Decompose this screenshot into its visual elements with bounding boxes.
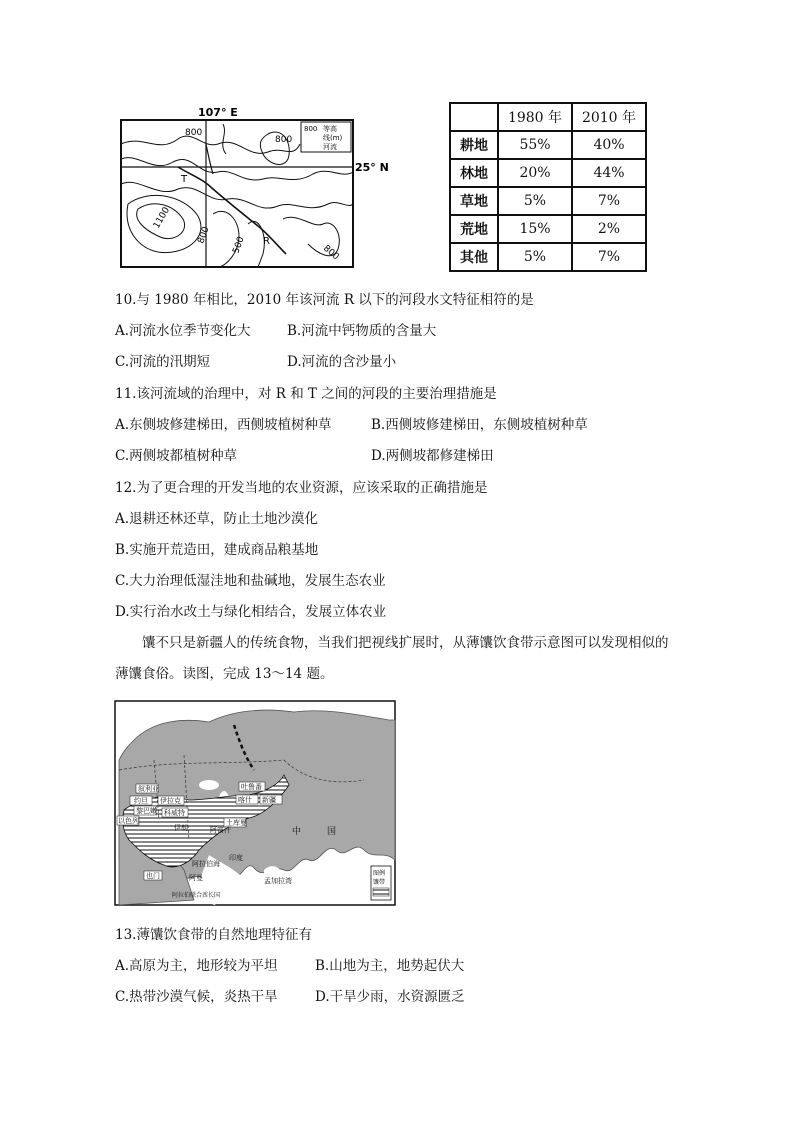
label-china-2: 国 [327, 827, 337, 837]
table-row [450, 159, 646, 187]
cell-1980: 5% [498, 243, 572, 271]
label-lebanon: 黎巴嫩 [136, 807, 157, 815]
row-label: 其他 [450, 243, 498, 271]
label-kuwait: 科威特 [164, 809, 185, 817]
contour-map [118, 104, 389, 280]
question-12-stem: 12.为了更合理的开发当地的农业资源，应该采取的正确措施是 [115, 480, 488, 496]
contour-label-800-c: 800 [196, 225, 212, 246]
question-13-option-b: B.山地为主，地势起伏大 [315, 958, 465, 974]
row-label: 草地 [450, 187, 498, 215]
contour-label-800-b: 800 [275, 135, 293, 145]
label-china-1: 中 [292, 827, 302, 837]
cell-2010: 44% [572, 159, 646, 187]
question-12-option-b: B.实施开荒造田，建成商品粮基地 [115, 542, 319, 558]
label-israel: 以色列 [118, 817, 139, 825]
label-afghanistan: 阿富汗 [210, 826, 231, 834]
cell-2010: 7% [572, 243, 646, 271]
legend-800: 800 [304, 125, 318, 133]
label-arabian-sea: 阿拉伯海 [192, 860, 220, 868]
table-row [450, 131, 646, 159]
latitude-label: 25° N [355, 161, 389, 174]
question-12-option-a: A.退耕还林还草，防止土地沙漠化 [115, 511, 319, 527]
table-row [450, 187, 646, 215]
question-10-option-a: A.河流水位季节变化大 [115, 323, 251, 339]
label-jordan: 约旦 [134, 797, 148, 805]
cell-1980: 55% [498, 131, 572, 159]
table-header-cell [450, 103, 498, 131]
label-uae: 阿拉伯联合酋长国 [172, 892, 221, 899]
table-header-cell: 1980 年 [498, 103, 572, 131]
row-label: 荒地 [450, 215, 498, 243]
cell-1980: 20% [498, 159, 572, 187]
land-use-table [449, 102, 647, 272]
row-label: 耕地 [450, 131, 498, 159]
naan-belt-map [114, 700, 396, 906]
question-11-option-b: B.西侧坡修建梯田，东侧坡植树种草 [371, 417, 588, 433]
cell-1980: 5% [498, 187, 572, 215]
label-bay-of-bengal: 孟加拉湾 [264, 877, 292, 885]
map-legend-item: 馕带 [373, 879, 386, 886]
question-12-option-d: D.实行治水改土与绿化相结合，发展立体农业 [115, 604, 387, 620]
label-india: 印度 [229, 854, 243, 862]
legend-contour-1: 等高 [323, 125, 337, 133]
label-iran: 伊朗 [174, 824, 188, 832]
map-legend-title: 图例 [373, 870, 386, 877]
question-10-stem: 10.与 1980 年相比，2010 年该河流 R 以下的河段水文特征相符的是 [115, 292, 534, 308]
label-iraq: 伊拉克 [160, 797, 181, 805]
question-12-option-c: C.大力治理低湿洼地和盐碱地，发展生态农业 [115, 573, 386, 589]
table-header-cell: 2010 年 [572, 103, 646, 131]
question-11-stem: 11.该河流域的治理中，对 R 和 T 之间的河段的主要治理措施是 [115, 386, 497, 402]
cell-1980: 15% [498, 215, 572, 243]
table-row [450, 215, 646, 243]
legend-river: 河流 [323, 143, 337, 151]
question-13-option-d: D.干旱少雨，水资源匮乏 [315, 989, 465, 1005]
label-oman: 阿曼 [189, 874, 203, 882]
contour-label-500: 500 [231, 235, 247, 256]
cell-2010: 40% [572, 131, 646, 159]
label-kashgar: 喀什 [238, 796, 252, 804]
question-11-option-d: D.两侧坡都修建梯田 [371, 448, 494, 464]
river-point-r: R [263, 236, 270, 247]
longitude-label: 107° E [198, 106, 238, 119]
label-turpan: 吐鲁番 [241, 783, 262, 791]
contour-label-800-a: 800 [185, 128, 203, 138]
table-row [450, 243, 646, 271]
label-xinjiang: 新疆 [262, 796, 276, 804]
question-13-stem: 13.薄馕饮食带的自然地理特征有 [115, 927, 312, 943]
river-point-t: T [181, 174, 188, 185]
question-13-option-c: C.热带沙漠气候，炎热干旱 [115, 989, 278, 1005]
legend-contour-2: 线(m) [323, 134, 343, 142]
question-10-option-d: D.河流的含沙量小 [287, 354, 397, 370]
row-label: 林地 [450, 159, 498, 187]
question-11-option-c: C.两侧坡都植树种草 [115, 448, 238, 464]
contour-label-800-d: 800 [321, 243, 341, 263]
cell-2010: 2% [572, 215, 646, 243]
question-11-option-a: A.东侧坡修建梯田，西侧坡植树种草 [115, 417, 332, 433]
intro-paragraph: 馕不只是新疆人的传统食物，当我们把视线扩展时，从薄馕饮食带示意图可以发现相似的薄馕食俗。读图，完成 13～14 题。 [115, 635, 669, 682]
contour-label-1100: 1100 [151, 205, 173, 231]
question-10-option-b: B.河流中钙物质的含量大 [287, 323, 437, 339]
cell-2010: 7% [572, 187, 646, 215]
table-header-row [450, 103, 646, 131]
label-yemen: 也门 [146, 872, 160, 880]
question-10-option-c: C.河流的汛期短 [115, 354, 211, 370]
label-syria: 叙利亚 [138, 785, 159, 793]
question-13-option-a: A.高原为主，地形较为平坦 [115, 958, 278, 974]
label-turkmen: 土库曼 [226, 819, 247, 827]
